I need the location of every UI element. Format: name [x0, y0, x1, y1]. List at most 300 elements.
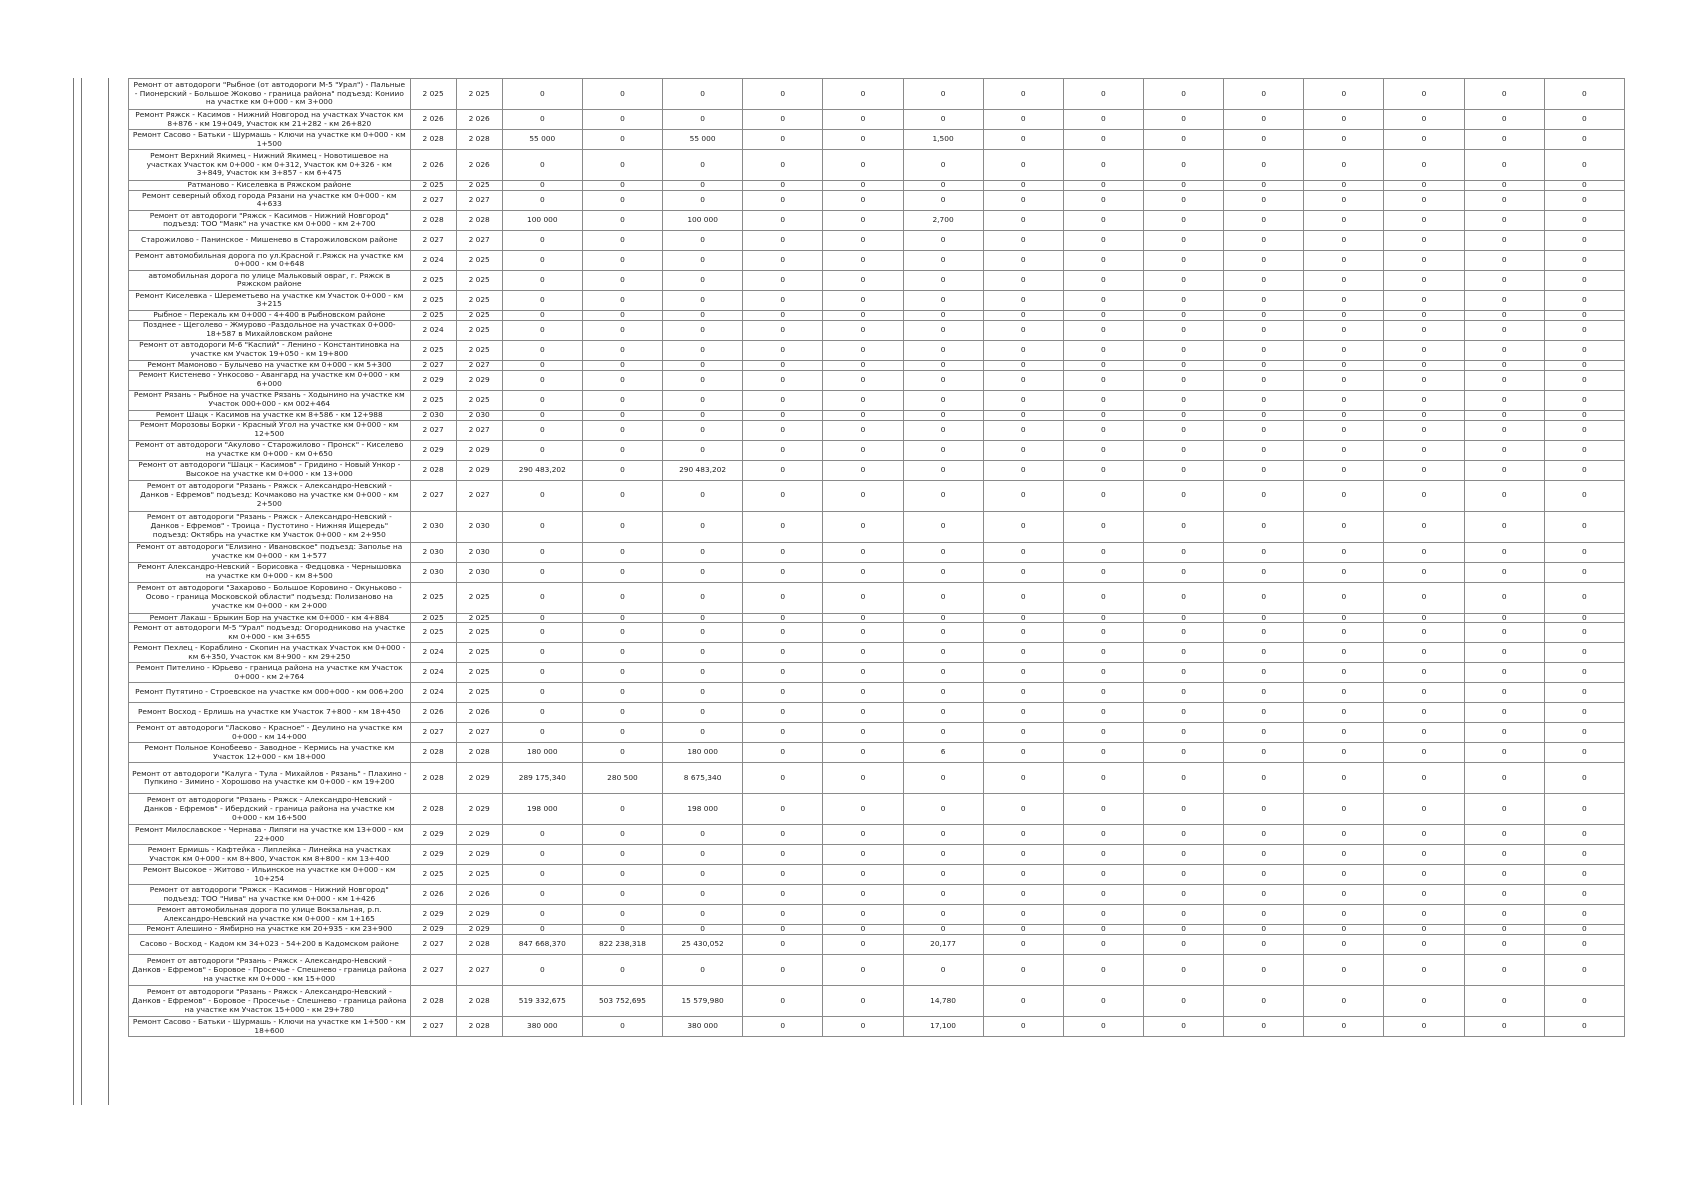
road-name-cell: Ремонт Рязань - Рыбное на участке Рязань - Ходынино на участке км Участок 000+000 - км 002+464 [129, 390, 411, 410]
value-cell: 290 483,202 [502, 460, 582, 480]
value-cell: 0 [1224, 480, 1304, 511]
value-cell: 0 [1304, 79, 1384, 110]
table-row [129, 310, 1625, 320]
value-cell: 0 [1544, 181, 1624, 191]
road-name-cell: Ремонт от автодороги "Елизино - Ивановское" подъезд: Заполье на участке км 0+000 - км 1+577 [129, 542, 411, 562]
value-cell: 0 [903, 643, 983, 663]
value-cell: 0 [1464, 290, 1544, 310]
table-row [129, 1017, 1625, 1037]
value-cell: 380 000 [502, 1017, 582, 1037]
value-cell: 0 [502, 110, 582, 130]
value-cell: 0 [903, 865, 983, 885]
year-end-cell: 2 029 [456, 794, 502, 825]
value-cell: 847 668,370 [502, 935, 582, 955]
year-start-cell: 2 027 [410, 360, 456, 370]
value-cell: 0 [983, 210, 1063, 230]
value-cell: 0 [1464, 683, 1544, 703]
value-cell: 0 [823, 310, 903, 320]
value-cell: 0 [1224, 663, 1304, 683]
year-end-cell: 2 029 [456, 460, 502, 480]
value-cell: 0 [663, 623, 743, 643]
road-name-cell: Ремонт Милославское - Чернава - Липяги на участке км 13+000 - км 22+000 [129, 825, 411, 845]
value-cell: 0 [582, 825, 662, 845]
value-cell: 0 [582, 925, 662, 935]
year-end-cell: 2 028 [456, 986, 502, 1017]
value-cell: 0 [1063, 181, 1143, 191]
value-cell: 0 [582, 955, 662, 986]
value-cell: 0 [582, 743, 662, 763]
value-cell: 0 [502, 370, 582, 390]
value-cell: 0 [1304, 181, 1384, 191]
value-cell: 0 [1384, 623, 1464, 643]
year-end-cell: 2 025 [456, 643, 502, 663]
value-cell: 0 [1143, 410, 1223, 420]
value-cell: 0 [1304, 340, 1384, 360]
year-end-cell: 2 027 [456, 955, 502, 986]
value-cell: 0 [1464, 460, 1544, 480]
value-cell: 0 [1464, 613, 1544, 623]
road-repair-table [128, 78, 1625, 1037]
road-name-cell: Ремонт Высокое - Житово - Ильинское на участке км 0+000 - км 10+254 [129, 865, 411, 885]
road-name-cell: Ратманово - Киселевка в Ряжском районе [129, 181, 411, 191]
value-cell: 0 [743, 370, 823, 390]
value-cell: 0 [903, 320, 983, 340]
value-cell: 0 [1224, 360, 1304, 370]
value-cell: 0 [983, 340, 1063, 360]
value-cell: 0 [823, 703, 903, 723]
value-cell: 2,700 [903, 210, 983, 230]
value-cell: 0 [1143, 1017, 1223, 1037]
value-cell: 0 [663, 320, 743, 340]
value-cell: 0 [903, 190, 983, 210]
value-cell: 0 [1063, 420, 1143, 440]
value-cell: 0 [502, 150, 582, 181]
value-cell: 0 [743, 480, 823, 511]
value-cell: 0 [582, 320, 662, 340]
value-cell: 0 [1143, 79, 1223, 110]
value-cell: 0 [663, 663, 743, 683]
value-cell: 0 [1384, 794, 1464, 825]
value-cell: 0 [582, 845, 662, 865]
year-start-cell: 2 025 [410, 623, 456, 643]
road-name-cell: Ремонт от автодороги "Ряжск - Касимов - Нижний Новгород" подъезд: ТОО "Нива" на участке км 0+000 - км 1+426 [129, 885, 411, 905]
road-name-cell: Ремонт Ермишь - Кафтейка - Липлейка - Линейка на участках Участок км 0+000 - км 8+800, Участок км 8+800 - км 13+400 [129, 845, 411, 865]
value-cell: 0 [1544, 562, 1624, 582]
year-start-cell: 2 025 [410, 582, 456, 613]
value-cell: 0 [1063, 290, 1143, 310]
value-cell: 0 [1143, 613, 1223, 623]
table-row [129, 440, 1625, 460]
value-cell: 0 [1464, 340, 1544, 360]
value-cell: 0 [743, 703, 823, 723]
value-cell: 0 [1464, 181, 1544, 191]
value-cell: 0 [1464, 480, 1544, 511]
value-cell: 0 [1143, 480, 1223, 511]
value-cell: 0 [1384, 310, 1464, 320]
value-cell: 0 [1304, 794, 1384, 825]
value-cell: 0 [582, 562, 662, 582]
year-end-cell: 2 027 [456, 723, 502, 743]
value-cell: 0 [823, 360, 903, 370]
value-cell: 180 000 [663, 743, 743, 763]
road-name-cell: Ремонт от автодороги М-5 "Урал" подъезд: Огородниково на участке км 0+000 - км 3+655 [129, 623, 411, 643]
value-cell: 0 [1544, 885, 1624, 905]
value-cell: 0 [823, 480, 903, 511]
table-row [129, 623, 1625, 643]
value-cell: 0 [1304, 613, 1384, 623]
value-cell: 0 [1224, 582, 1304, 613]
value-cell: 0 [823, 885, 903, 905]
value-cell: 0 [502, 582, 582, 613]
value-cell: 0 [1544, 310, 1624, 320]
table-row [129, 130, 1625, 150]
value-cell: 0 [743, 986, 823, 1017]
value-cell: 0 [1464, 310, 1544, 320]
road-name-cell: Ремонт Пителино - Юрьево - граница района на участке км Участок 0+000 - км 2+764 [129, 663, 411, 683]
margin-line-1 [73, 78, 74, 1105]
value-cell: 0 [1384, 270, 1464, 290]
table-row [129, 410, 1625, 420]
value-cell: 0 [1544, 905, 1624, 925]
year-start-cell: 2 030 [410, 511, 456, 542]
value-cell: 0 [1464, 763, 1544, 794]
value-cell: 0 [663, 825, 743, 845]
value-cell: 0 [903, 290, 983, 310]
value-cell: 0 [983, 683, 1063, 703]
table-row [129, 723, 1625, 743]
value-cell: 0 [903, 613, 983, 623]
value-cell: 0 [743, 845, 823, 865]
year-start-cell: 2 029 [410, 925, 456, 935]
road-name-cell: Ремонт Пехлец - Кораблино - Скопин на участках Участок км 0+000 - км 6+350, Участок км 8+900 - км 29+250 [129, 643, 411, 663]
value-cell: 0 [1224, 390, 1304, 410]
year-start-cell: 2 025 [410, 310, 456, 320]
value-cell: 0 [1304, 290, 1384, 310]
value-cell: 0 [1304, 210, 1384, 230]
year-end-cell: 2 029 [456, 845, 502, 865]
value-cell: 0 [1464, 663, 1544, 683]
table-row [129, 955, 1625, 986]
value-cell: 0 [1063, 845, 1143, 865]
value-cell: 0 [1464, 925, 1544, 935]
value-cell: 0 [983, 613, 1063, 623]
value-cell: 0 [823, 320, 903, 340]
road-name-cell: автомобильная дорога по улице Мальковый овраг, г. Ряжск в Ряжском районе [129, 270, 411, 290]
value-cell: 0 [582, 865, 662, 885]
value-cell: 0 [1384, 130, 1464, 150]
year-start-cell: 2 025 [410, 290, 456, 310]
road-name-cell: Ремонт Алешино - Ямбирно на участке км 20+935 - км 23+900 [129, 925, 411, 935]
year-start-cell: 2 025 [410, 270, 456, 290]
value-cell: 0 [1464, 955, 1544, 986]
value-cell: 0 [1143, 270, 1223, 290]
value-cell: 0 [1224, 440, 1304, 460]
value-cell: 0 [1143, 460, 1223, 480]
value-cell: 0 [1384, 703, 1464, 723]
value-cell: 0 [502, 663, 582, 683]
value-cell: 0 [903, 370, 983, 390]
value-cell: 0 [1224, 703, 1304, 723]
value-cell: 0 [1063, 150, 1143, 181]
value-cell: 0 [983, 703, 1063, 723]
value-cell: 0 [1544, 460, 1624, 480]
value-cell: 0 [1464, 562, 1544, 582]
value-cell: 0 [823, 460, 903, 480]
value-cell: 0 [743, 955, 823, 986]
value-cell: 0 [502, 542, 582, 562]
value-cell: 0 [663, 270, 743, 290]
table-row [129, 230, 1625, 250]
value-cell: 0 [1464, 905, 1544, 925]
road-name-cell: Сасово - Восход - Кадом км 34+023 - 54+200 в Кадомском районе [129, 935, 411, 955]
value-cell: 0 [983, 723, 1063, 743]
table-body [129, 79, 1625, 1037]
year-end-cell: 2 025 [456, 79, 502, 110]
year-start-cell: 2 029 [410, 905, 456, 925]
value-cell: 0 [1224, 763, 1304, 794]
year-start-cell: 2 027 [410, 230, 456, 250]
value-cell: 0 [502, 230, 582, 250]
value-cell: 0 [1304, 542, 1384, 562]
value-cell: 0 [743, 310, 823, 320]
value-cell: 0 [743, 130, 823, 150]
value-cell: 0 [823, 723, 903, 743]
value-cell: 0 [743, 623, 823, 643]
value-cell: 0 [1304, 743, 1384, 763]
value-cell: 0 [903, 885, 983, 905]
value-cell: 0 [1304, 885, 1384, 905]
value-cell: 0 [1384, 340, 1464, 360]
value-cell: 380 000 [663, 1017, 743, 1037]
value-cell: 1,500 [903, 130, 983, 150]
year-start-cell: 2 024 [410, 663, 456, 683]
table-row [129, 79, 1625, 110]
road-name-cell: Ремонт от автодороги "Ласково - Красное" - Деулино на участке км 0+000 - км 14+000 [129, 723, 411, 743]
value-cell: 0 [1304, 420, 1384, 440]
value-cell: 0 [1464, 885, 1544, 905]
value-cell: 0 [1544, 1017, 1624, 1037]
value-cell: 0 [983, 905, 1063, 925]
value-cell: 0 [1224, 885, 1304, 905]
value-cell: 0 [1143, 562, 1223, 582]
road-name-cell: Старожилово - Панинское - Мишенево в Старожиловском районе [129, 230, 411, 250]
value-cell: 0 [983, 250, 1063, 270]
value-cell: 0 [663, 885, 743, 905]
year-start-cell: 2 029 [410, 825, 456, 845]
value-cell: 0 [1143, 511, 1223, 542]
value-cell: 0 [743, 825, 823, 845]
value-cell: 0 [1143, 825, 1223, 845]
value-cell: 0 [903, 511, 983, 542]
value-cell: 0 [1384, 743, 1464, 763]
value-cell: 0 [1384, 420, 1464, 440]
value-cell: 0 [743, 79, 823, 110]
value-cell: 0 [1464, 210, 1544, 230]
value-cell: 0 [1143, 370, 1223, 390]
year-end-cell: 2 027 [456, 190, 502, 210]
year-start-cell: 2 026 [410, 150, 456, 181]
value-cell: 0 [903, 181, 983, 191]
value-cell: 0 [823, 623, 903, 643]
year-start-cell: 2 025 [410, 390, 456, 410]
value-cell: 0 [582, 703, 662, 723]
value-cell: 0 [1304, 1017, 1384, 1037]
value-cell: 0 [903, 310, 983, 320]
value-cell: 0 [1143, 885, 1223, 905]
value-cell: 0 [743, 110, 823, 130]
value-cell: 0 [663, 865, 743, 885]
value-cell: 0 [1224, 310, 1304, 320]
value-cell: 0 [823, 663, 903, 683]
value-cell: 0 [903, 683, 983, 703]
value-cell: 0 [983, 825, 1063, 845]
value-cell: 0 [1063, 825, 1143, 845]
value-cell: 0 [1544, 440, 1624, 460]
value-cell: 0 [983, 935, 1063, 955]
value-cell: 0 [1304, 370, 1384, 390]
value-cell: 0 [823, 643, 903, 663]
value-cell: 0 [1143, 150, 1223, 181]
value-cell: 0 [1304, 310, 1384, 320]
year-start-cell: 2 027 [410, 420, 456, 440]
value-cell: 0 [1143, 190, 1223, 210]
year-start-cell: 2 029 [410, 370, 456, 390]
value-cell: 0 [903, 794, 983, 825]
year-start-cell: 2 028 [410, 130, 456, 150]
year-start-cell: 2 025 [410, 181, 456, 191]
value-cell: 0 [502, 683, 582, 703]
value-cell: 55 000 [663, 130, 743, 150]
value-cell: 0 [1544, 110, 1624, 130]
value-cell: 0 [1384, 360, 1464, 370]
value-cell: 55 000 [502, 130, 582, 150]
road-name-cell: Ремонт Мамоново - Булычево на участке км 0+000 - км 5+300 [129, 360, 411, 370]
year-start-cell: 2 026 [410, 885, 456, 905]
value-cell: 0 [1384, 370, 1464, 390]
value-cell: 0 [1544, 360, 1624, 370]
value-cell: 0 [663, 480, 743, 511]
road-name-cell: Ремонт Польное Конобеево - Заводное - Кермись на участке км Участок 12+000 - км 18+000 [129, 743, 411, 763]
value-cell: 0 [743, 663, 823, 683]
table-row [129, 562, 1625, 582]
value-cell: 0 [983, 410, 1063, 420]
value-cell: 0 [1224, 190, 1304, 210]
road-name-cell: Ремонт автомобильная дорога по ул.Красной г.Ряжск на участке км 0+000 - км 0+648 [129, 250, 411, 270]
value-cell: 0 [1143, 794, 1223, 825]
value-cell: 0 [1384, 905, 1464, 925]
value-cell: 0 [663, 360, 743, 370]
value-cell: 0 [903, 360, 983, 370]
value-cell: 0 [1143, 845, 1223, 865]
year-end-cell: 2 029 [456, 905, 502, 925]
value-cell: 198 000 [502, 794, 582, 825]
value-cell: 0 [1224, 925, 1304, 935]
value-cell: 0 [1224, 181, 1304, 191]
value-cell: 0 [743, 763, 823, 794]
year-end-cell: 2 025 [456, 181, 502, 191]
value-cell: 0 [663, 643, 743, 663]
value-cell: 0 [1384, 181, 1464, 191]
value-cell: 0 [1224, 623, 1304, 643]
year-end-cell: 2 025 [456, 250, 502, 270]
value-cell: 0 [1143, 542, 1223, 562]
value-cell: 0 [1063, 110, 1143, 130]
value-cell: 0 [1063, 723, 1143, 743]
value-cell: 0 [663, 955, 743, 986]
value-cell: 0 [1304, 723, 1384, 743]
value-cell: 0 [663, 310, 743, 320]
table-row [129, 390, 1625, 410]
value-cell: 0 [743, 290, 823, 310]
value-cell: 0 [1544, 613, 1624, 623]
value-cell: 0 [1063, 743, 1143, 763]
value-cell: 0 [1544, 865, 1624, 885]
value-cell: 0 [1063, 410, 1143, 420]
value-cell: 0 [1544, 150, 1624, 181]
value-cell: 0 [1464, 250, 1544, 270]
value-cell: 0 [1544, 480, 1624, 511]
value-cell: 0 [743, 905, 823, 925]
year-end-cell: 2 028 [456, 130, 502, 150]
value-cell: 0 [1143, 250, 1223, 270]
year-start-cell: 2 027 [410, 480, 456, 511]
value-cell: 0 [1063, 230, 1143, 250]
year-start-cell: 2 030 [410, 410, 456, 420]
value-cell: 0 [1464, 511, 1544, 542]
value-cell: 0 [582, 340, 662, 360]
value-cell: 0 [1063, 703, 1143, 723]
value-cell: 0 [1063, 360, 1143, 370]
table-row [129, 825, 1625, 845]
value-cell: 0 [823, 905, 903, 925]
value-cell: 0 [823, 370, 903, 390]
value-cell: 0 [983, 663, 1063, 683]
value-cell: 0 [1464, 723, 1544, 743]
value-cell: 0 [1063, 511, 1143, 542]
value-cell: 0 [823, 420, 903, 440]
value-cell: 0 [983, 986, 1063, 1017]
table-row [129, 110, 1625, 130]
value-cell: 0 [823, 110, 903, 130]
value-cell: 0 [582, 794, 662, 825]
value-cell: 0 [1304, 230, 1384, 250]
value-cell: 503 752,695 [582, 986, 662, 1017]
value-cell: 0 [823, 562, 903, 582]
year-start-cell: 2 027 [410, 723, 456, 743]
value-cell: 0 [1464, 743, 1544, 763]
value-cell: 0 [823, 763, 903, 794]
road-name-cell: Ремонт от автодороги "Рязань - Ряжск - Александро-Невский - Данков - Ефремов" - Боровое - Просечье - Спешнево - граница района на участке км Участок 15+000 - км 29+780 [129, 986, 411, 1017]
value-cell: 0 [502, 440, 582, 460]
value-cell: 8 675,340 [663, 763, 743, 794]
table-row [129, 210, 1625, 230]
value-cell: 0 [1464, 794, 1544, 825]
value-cell: 0 [582, 613, 662, 623]
value-cell: 17,100 [903, 1017, 983, 1037]
year-end-cell: 2 027 [456, 420, 502, 440]
value-cell: 0 [1464, 390, 1544, 410]
value-cell: 0 [903, 480, 983, 511]
value-cell: 0 [582, 290, 662, 310]
value-cell: 0 [823, 390, 903, 410]
value-cell: 0 [663, 420, 743, 440]
value-cell: 0 [502, 270, 582, 290]
value-cell: 0 [743, 542, 823, 562]
value-cell: 0 [1544, 623, 1624, 643]
road-name-cell: Ремонт от автодороги "Рязань - Ряжск - Александро-Невский - Данков - Ефремов" подъезд: Кочмаково на участке км 0+000 - км 2+500 [129, 480, 411, 511]
road-name-cell: Ремонт Верхний Якимец - Нижний Якимец - Новотишевое на участках Участок км 0+000 - км 0+312, Участок км 0+326 - км 3+849, Участок км 3+857 - км 6+475 [129, 150, 411, 181]
value-cell: 0 [1464, 440, 1544, 460]
